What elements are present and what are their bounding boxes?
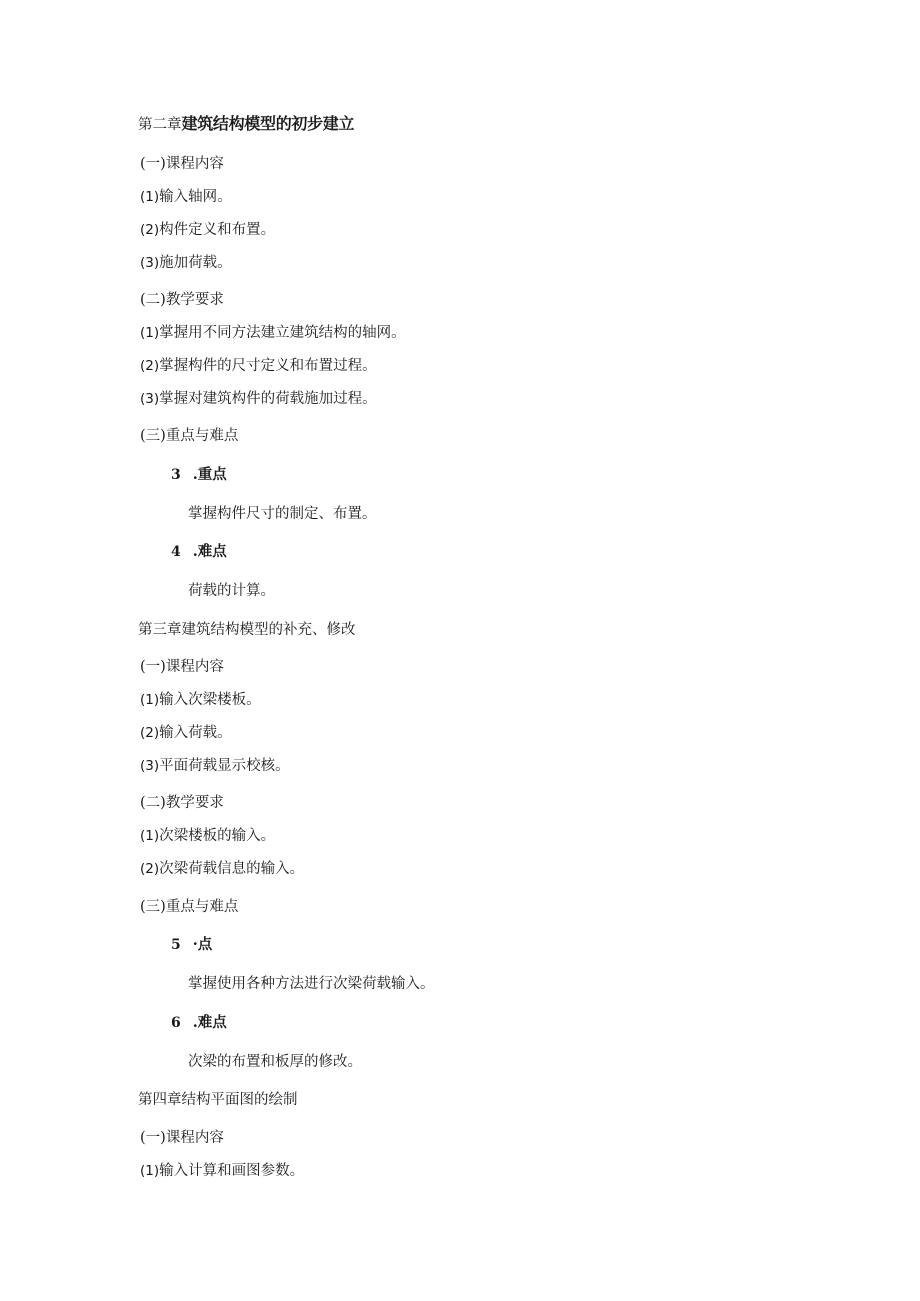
chapter2-title-text: 建筑结构模型的初步建立 bbox=[181, 114, 355, 133]
ch2-key-point-label: 3 .重点 bbox=[171, 466, 227, 483]
ch2-s1-item3: (3)施加荷载。 bbox=[140, 255, 232, 271]
ch3-s2-item2: (2)次梁荷载信息的输入。 bbox=[140, 861, 305, 877]
ch3-s1-item3: (3)平面荷载显示校核。 bbox=[140, 758, 290, 774]
ch2-s2-item2: (2)掌握构件的尺寸定义和布置过程。 bbox=[140, 358, 377, 374]
chapter2-title bbox=[138, 114, 354, 135]
ch4-section1-heading: (一)课程内容 bbox=[140, 1130, 224, 1146]
ch3-key-point-text: 掌握使用各种方法进行次梁荷载输入。 bbox=[188, 976, 435, 992]
ch3-s1-item2: (2)输入荷载。 bbox=[140, 725, 232, 741]
chapter2-prefix: 第二章 bbox=[138, 117, 182, 133]
ch3-difficulty-text: 次梁的布置和板厚的修改。 bbox=[188, 1054, 362, 1070]
ch3-s1-item1: (1)输入次梁楼板。 bbox=[140, 692, 261, 708]
ch4-s1-item1: (1)输入计算和画图参数。 bbox=[140, 1163, 305, 1179]
ch2-difficulty-text: 荷载的计算。 bbox=[188, 583, 275, 599]
ch2-key-point-text: 掌握构件尺寸的制定、布置。 bbox=[188, 506, 377, 522]
ch3-s2-item1: (1)次梁楼板的输入。 bbox=[140, 828, 276, 844]
ch2-s1-item1: (1)输入轴网。 bbox=[140, 189, 232, 205]
ch2-s1-item2: (2)构件定义和布置。 bbox=[140, 222, 276, 238]
ch3-key-point-label: 5 ·点 bbox=[171, 936, 213, 953]
ch2-s2-item1: (1)掌握用不同方法建立建筑结构的轴网。 bbox=[140, 325, 406, 341]
ch2-section1-heading: (一)课程内容 bbox=[140, 156, 224, 172]
ch3-difficulty-label: 6 .难点 bbox=[171, 1014, 227, 1031]
ch2-section3-heading: (三)重点与难点 bbox=[140, 428, 239, 444]
chapter4-title: 第四章结构平面图的绘制 bbox=[138, 1092, 298, 1108]
ch2-difficulty-label: 4 .难点 bbox=[171, 543, 227, 560]
ch3-section3-heading: (三)重点与难点 bbox=[140, 899, 239, 915]
chapter3-title: 第三章建筑结构模型的补充、修改 bbox=[138, 622, 356, 638]
ch3-section2-heading: (二)教学要求 bbox=[140, 795, 224, 811]
ch2-section2-heading: (二)教学要求 bbox=[140, 292, 224, 308]
ch3-section1-heading: (一)课程内容 bbox=[140, 659, 224, 675]
ch2-s2-item3: (3)掌握对建筑构件的荷载施加过程。 bbox=[140, 391, 377, 407]
